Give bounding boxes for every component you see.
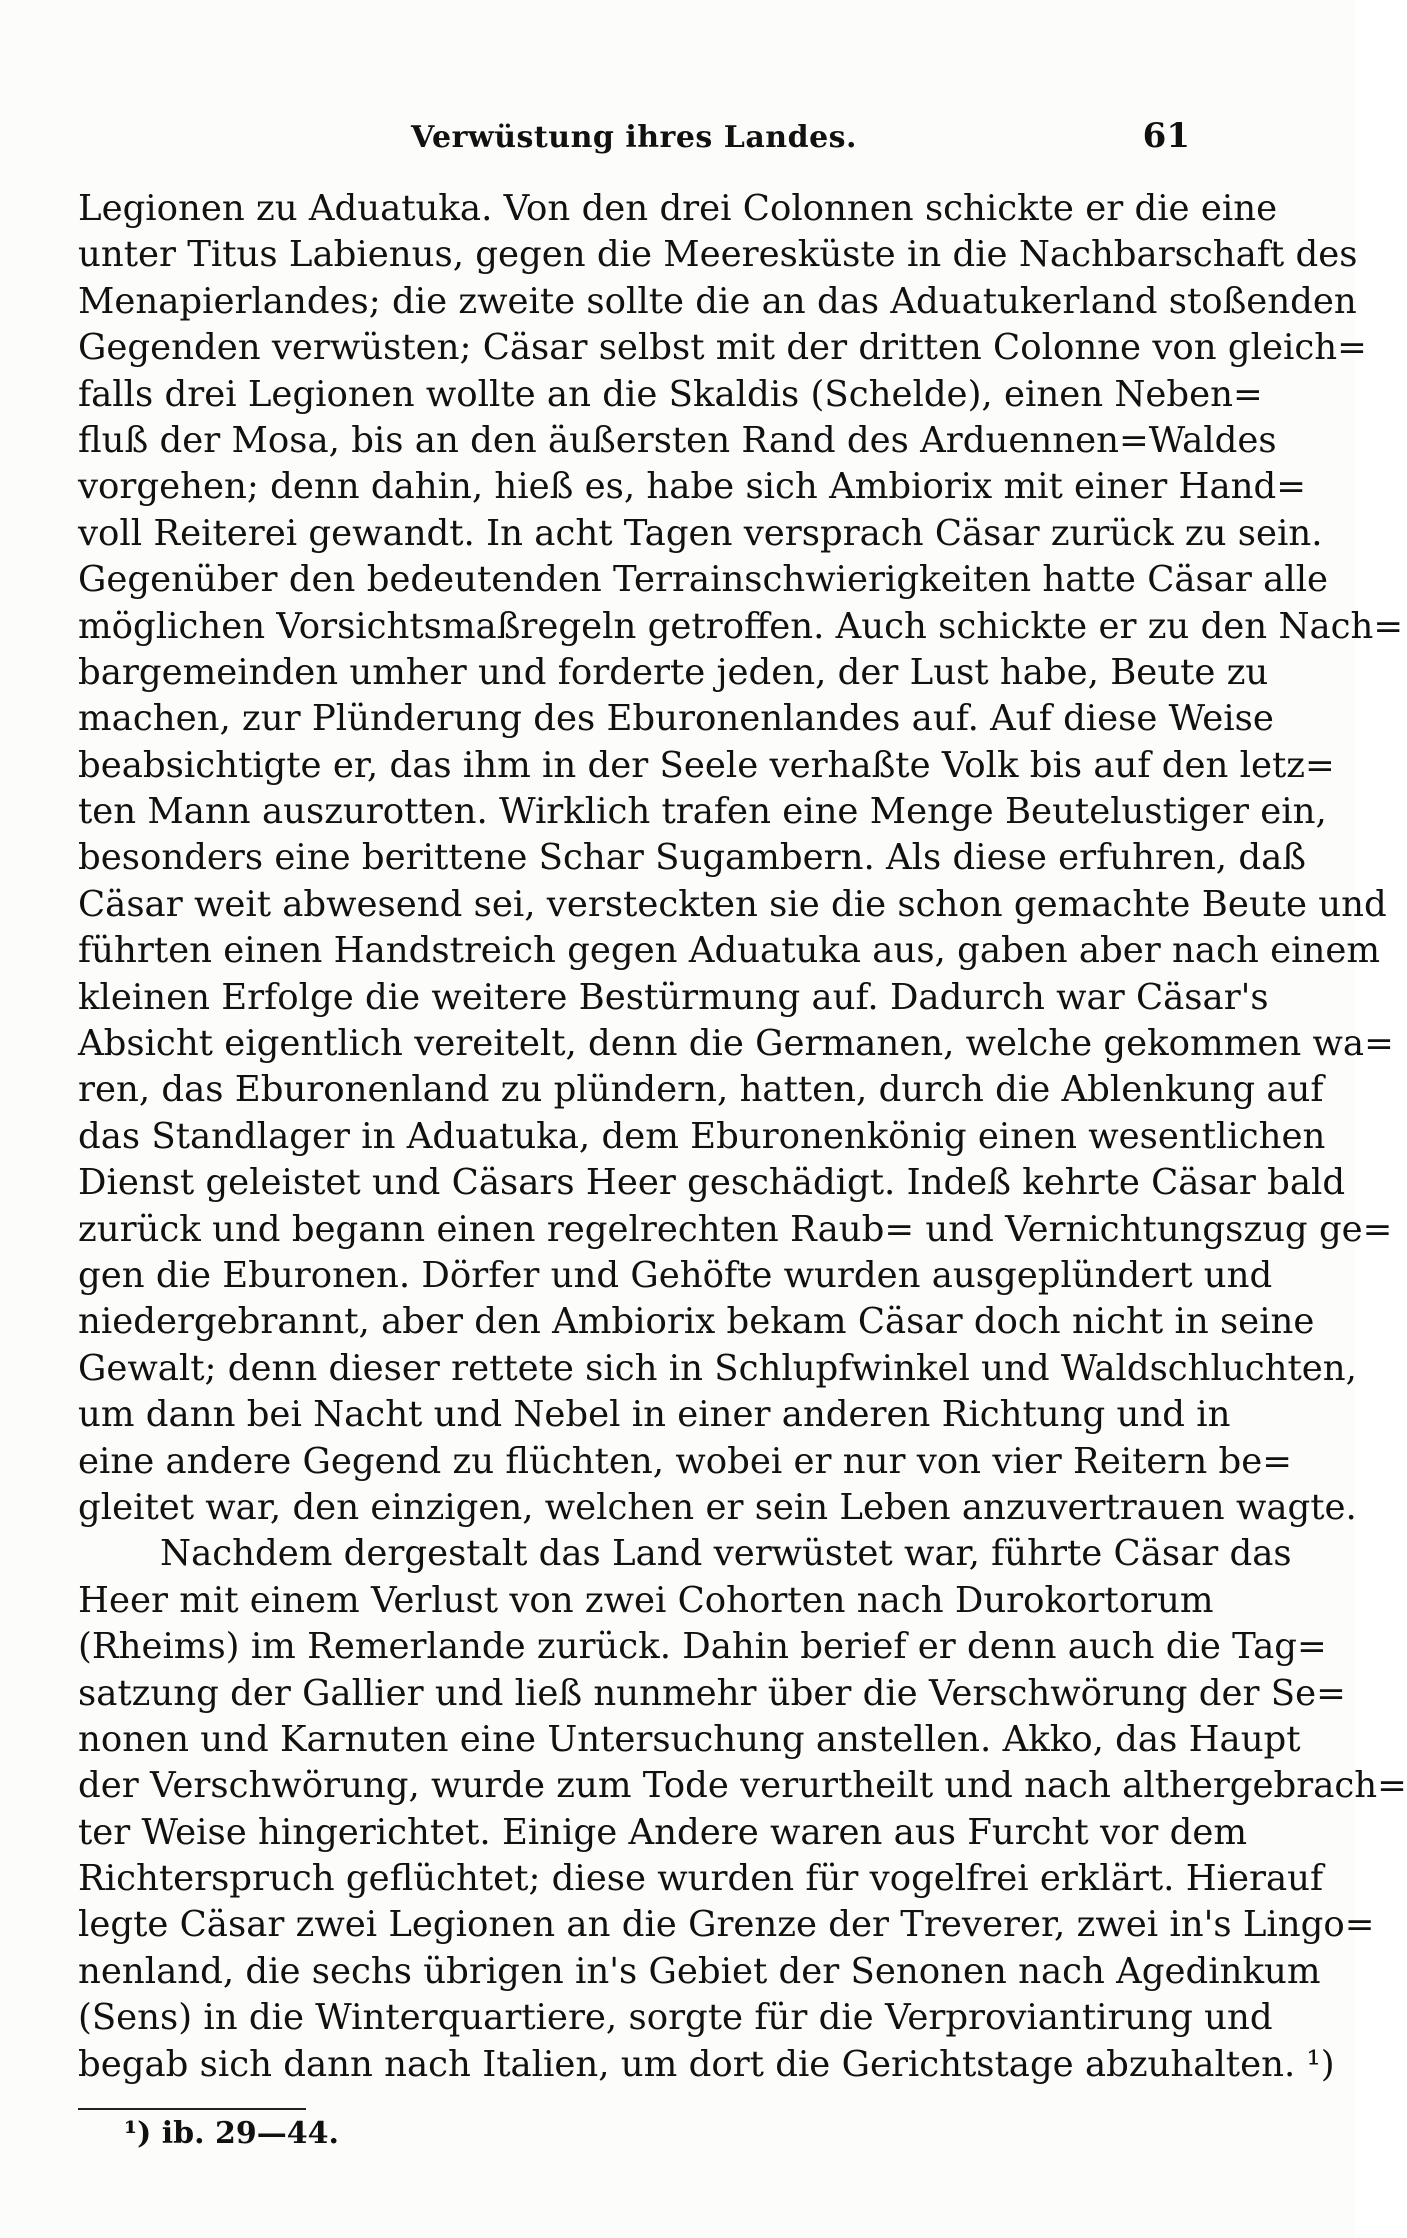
text-line: satzung der Gallier und ließ nunmehr über die Verschwörung der Se= <box>78 1672 1346 1714</box>
text-line: gen die Eburonen. Dörfer und Gehöfte wurden ausgeplündert und <box>78 1254 1273 1296</box>
text-line: nonen und Karnuten eine Untersuchung anstellen. Akko, das Haupt <box>78 1718 1301 1760</box>
text-line: fluß der Mosa, bis an den äußersten Rand des Arduennen=Waldes <box>78 419 1277 461</box>
text-line: das Standlager in Aduatuka, dem Eburonenkönig einen wesentlichen <box>78 1115 1326 1157</box>
text-line: begab sich dann nach Italien, um dort die Gerichtstage abzuhalten. ¹) <box>78 2043 1335 2085</box>
text-line: Dienst geleistet und Cäsars Heer geschädigt. Indeß kehrte Cäsar bald <box>78 1162 1346 1204</box>
text-line: ten Mann auszurotten. Wirklich trafen eine Menge Beutelustiger ein, <box>78 791 1327 833</box>
text-line: Gegenüber den bedeutenden Terrainschwierigkeiten hatte Cäsar alle <box>78 559 1329 601</box>
text-line: Nachdem dergestalt das Land verwüstet war, führte Cäsar das <box>160 1533 1292 1575</box>
text-line: vorgehen; denn dahin, hieß es, habe sich Ambiorix mit einer Hand= <box>78 466 1306 508</box>
text-line: führten einen Handstreich gegen Aduatuka aus, gaben aber nach einem <box>78 930 1380 972</box>
text-line: zurück und begann einen regelrechten Raub= und Vernichtungszug ge= <box>78 1208 1393 1250</box>
text-line: eine andere Gegend zu flüchten, wobei er nur von vier Reitern be= <box>78 1440 1292 1482</box>
text-line: unter Titus Labienus, gegen die Meeresküste in die Nachbarschaft des <box>78 234 1358 276</box>
text-line: Absicht eigentlich vereitelt, denn die Germanen, welche gekommen wa= <box>78 1023 1394 1065</box>
text-line: um dann bei Nacht und Nebel in einer anderen Richtung und in <box>78 1394 1231 1436</box>
text-line: legte Cäsar zwei Legionen an die Grenze der Treverer, zwei in's Lingo= <box>78 1904 1375 1946</box>
text-line: Cäsar weit abwesend sei, versteckten sie die schon gemachte Beute und <box>78 883 1387 925</box>
text-line: falls drei Legionen wollte an die Skaldis (Schelde), einen Neben= <box>78 373 1263 415</box>
text-line: Richterspruch geflüchtet; diese wurden für vogelfrei erklärt. Hierauf <box>78 1858 1324 1900</box>
text-line: ter Weise hingerichtet. Einige Andere waren aus Furcht vor dem <box>78 1811 1248 1853</box>
text-line: ren, das Eburonenland zu plündern, hatten, durch die Ablenkung auf <box>78 1069 1324 1111</box>
footnote: ¹) ib. 29—44. <box>124 2116 339 2151</box>
body-text <box>78 186 1407 2088</box>
text-line: Menapierlandes; die zweite sollte die an das Aduatukerland stoßenden <box>78 280 1357 322</box>
text-line: Legionen zu Aduatuka. Von den drei Colonnen schickte er die eine <box>78 188 1278 229</box>
text-line: Heer mit einem Verlust von zwei Cohorten nach Durokortorum <box>78 1579 1214 1621</box>
page-header <box>78 112 1190 162</box>
text-line: besonders eine berittene Schar Sugambern. Als diese erfuhren, daß <box>78 837 1306 879</box>
text-line: nenland, die sechs übrigen in's Gebiet der Senonen nach Agedinkum <box>78 1950 1321 1992</box>
text-line: Gegenden verwüsten; Cäsar selbst mit der dritten Colonne von gleich= <box>78 327 1367 369</box>
text-line: beabsichtigte er, das ihm in der Seele verhaßte Volk bis auf den letz= <box>78 744 1335 786</box>
footnote-divider <box>78 2108 306 2110</box>
text-line: niedergebrannt, aber den Ambiorix bekam Cäsar doch nicht in seine <box>78 1301 1315 1343</box>
text-line: bargemeinden umher und forderte jeden, der Lust habe, Beute zu <box>78 651 1269 693</box>
text-line: gleitet war, den einzigen, welchen er sein Leben anzuvertrauen wagte. <box>78 1486 1357 1528</box>
text-line: machen, zur Plünderung des Eburonenlandes auf. Auf diese Weise <box>78 698 1274 740</box>
text-line: Gewalt; denn dieser rettete sich in Schlupfwinkel und Waldschluchten, <box>78 1347 1357 1389</box>
text-line: (Rheims) im Remerlande zurück. Dahin berief er denn auch die Tag= <box>78 1626 1327 1668</box>
text-line: möglichen Vorsichtsmaßregeln getroffen. Auch schickte er zu den Nach= <box>78 605 1404 647</box>
page-number: 61 <box>1142 116 1190 156</box>
text-line: kleinen Erfolge die weitere Bestürmung auf. Dadurch war Cäsar's <box>78 976 1269 1018</box>
text-line: der Verschwörung, wurde zum Tode verurtheilt und nach althergebrach= <box>78 1765 1407 1807</box>
text-line: voll Reiterei gewandt. In acht Tagen versprach Cäsar zurück zu sein. <box>78 512 1323 554</box>
text-line: (Sens) in die Winterquartiere, sorgte für die Verproviantirung und <box>78 1997 1273 2039</box>
running-title: Verwüstung ihres Landes. <box>410 120 858 155</box>
